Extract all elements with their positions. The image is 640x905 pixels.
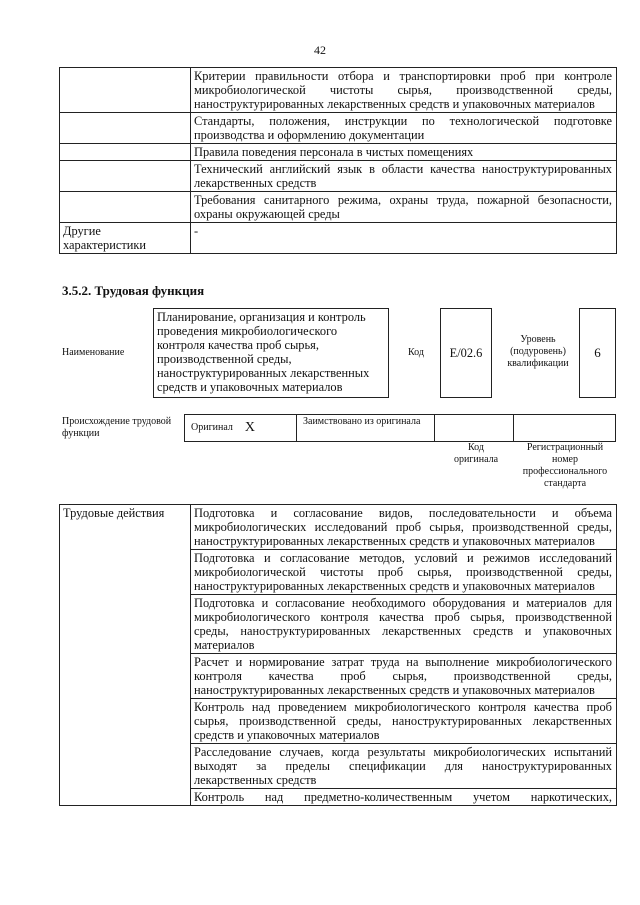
origin-label: Происхождение трудовой функции — [62, 416, 172, 439]
original-mark: X — [244, 420, 256, 435]
borrowed-label: Заимствовано из оригинала — [303, 416, 421, 427]
table-cell-empty — [60, 161, 191, 192]
table-cell: Расследование случаев, когда результаты микробиологических испытаний выходят за пределы спецификации для наноструктурированных лекарственных средств — [191, 744, 617, 789]
table-cell: Правила поведения персонала в чистых помещениях — [191, 144, 617, 161]
code-box — [440, 308, 492, 398]
other-characteristics-label: Другие характеристики — [60, 223, 191, 254]
labor-actions-table — [59, 504, 617, 806]
level-label: Уровень (подуровень) квалификации — [507, 334, 569, 369]
page-number: 42 — [314, 43, 326, 57]
table-cell: Подготовка и согласование видов, последовательности и объема микробиологических исследований проб сырья, производственной среды, наноструктурированных лекарственных средств и упаковочных материалов — [191, 505, 617, 550]
original-box — [184, 414, 297, 442]
original-label: Оригинал — [191, 422, 233, 433]
level-value: 6 — [594, 345, 601, 360]
code-label: Код — [408, 347, 424, 358]
registration-number-box — [513, 414, 616, 442]
borrowed-box — [296, 414, 435, 442]
table-cell: Критерии правильности отбора и транспортировки проб при контроле микробиологической чистоты сырья, производственной среды, наноструктурированных лекарственных средств и упаковочных материалов — [191, 68, 617, 113]
table-cell: Подготовка и согласование необходимого оборудования и материалов для микробиологического контроля качества проб сырья, производственной среды, наноструктурированных лекарственных средств и упаковочных материалов — [191, 595, 617, 654]
knowledge-table — [59, 67, 617, 254]
table-cell: Расчет и нормирование затрат труда на выполнение микробиологического контроля качества проб сырья, производственной среды, наноструктурированных лекарственных средств и упаковочных материалов — [191, 654, 617, 699]
table-cell: Контроль над проведением микробиологического контроля качества проб сырья, производственной среды, наноструктурированных лекарственных средств и упаковочных материалов — [191, 699, 617, 744]
table-cell-empty — [60, 144, 191, 161]
table-cell-empty — [60, 113, 191, 144]
original-code-caption: Код оригинала — [453, 442, 499, 465]
table-row — [60, 161, 617, 192]
table-cell: Контроль над предметно-количественным учетом наркотических, — [191, 789, 617, 806]
other-characteristics-value: - — [191, 223, 617, 254]
table-cell: Стандарты, положения, инструкции по технологической подготовке производства и оформлению документации — [191, 113, 617, 144]
table-row — [60, 223, 617, 254]
table-row — [60, 68, 617, 113]
function-name-box: Планирование, организация и контроль проведения микробиологического контроля качества проб сырья, производственной среды, наноструктурированных лекарственных средств и упаковочных материалов — [153, 308, 389, 398]
table-row — [60, 144, 617, 161]
table-cell: Подготовка и согласование методов, условий и режимов исследований микробиологической чистоты проб сырья, производственной среды, наноструктурированных лекарственных средств и упаковочных материалов — [191, 550, 617, 595]
table-cell: Технический английский язык в области качества наноструктурированных лекарственных средств — [191, 161, 617, 192]
table-cell-empty — [60, 192, 191, 223]
table-cell: Требования санитарного режима, охраны труда, пожарной безопасности, охраны окружающей среды — [191, 192, 617, 223]
table-row — [60, 113, 617, 144]
original-code-box — [434, 414, 514, 442]
table-row — [60, 505, 617, 550]
table-row — [60, 192, 617, 223]
labor-actions-label: Трудовые действия — [60, 505, 191, 806]
registration-number-caption: Регистрационный номер профессионального стандарта — [522, 442, 608, 489]
level-box — [579, 308, 616, 398]
table-cell-empty — [60, 68, 191, 113]
code-value: E/02.6 — [449, 345, 483, 360]
section-title: 3.5.2. Трудовая функция — [62, 283, 205, 298]
name-label: Наименование — [62, 347, 125, 358]
